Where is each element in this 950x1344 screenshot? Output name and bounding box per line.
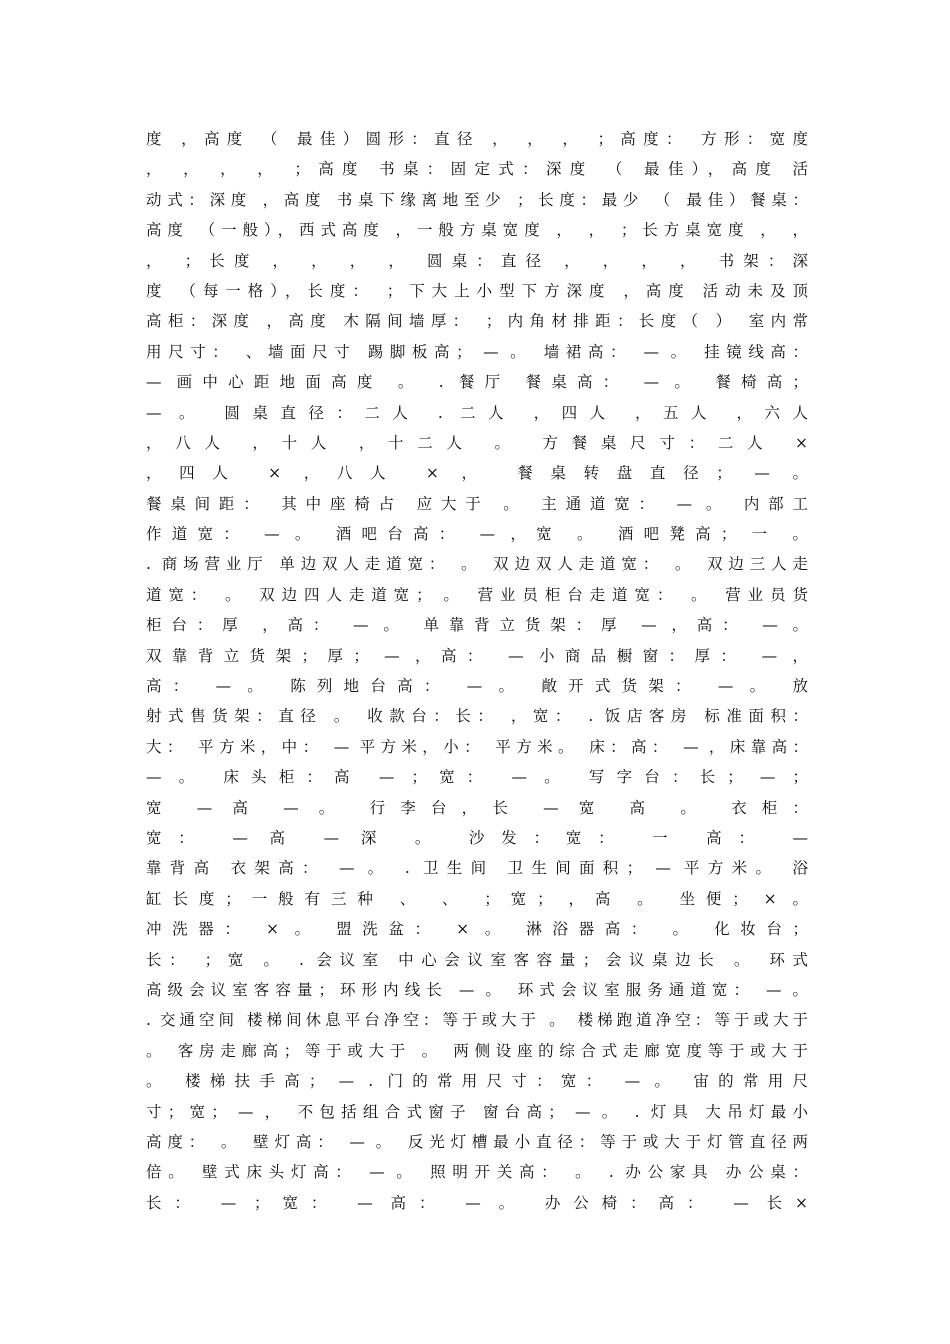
text-line: . 商场营业厅 单边双人走道宽： 。 双边双人走道宽： 。 双边三人走 xyxy=(146,555,808,574)
text-line: 靠背高 衣架高： — 。 . 卫生间 卫生间面积； — 平方米。 浴 xyxy=(146,859,808,878)
text-line: ， ；长度 ， ， ， ， 圆桌：直径 ， ， ， ， 书架：深 xyxy=(146,251,808,270)
text-line: 冲洗器： × 。 盟洗盆： × 。 淋浴器高： 。 化妆台； xyxy=(146,920,808,939)
text-line: ， ， ， ， ；高度 书桌：固定式：深度 （ 最佳），高度 活 xyxy=(146,160,808,179)
text-line: 宽 — 高 — 。 行李台，长 — 宽 高 。 衣柜： xyxy=(146,798,808,817)
text-line: 高度 （一般），西式高度 ，一般方桌宽度 ， ， ；长方桌宽度 ， ， xyxy=(146,221,808,240)
text-line: 高度： 。 壁灯高： — 。 反光灯槽最小直径：等于或大于灯管直径两 xyxy=(146,1132,808,1151)
text-line: 柜台：厚 ，高： — 。 单靠背立货架：厚 — ，高： — 。 xyxy=(146,616,808,635)
text-line: 高柜：深度 ，高度 木隔间墙厚： ；内角材排距：长度（ ） 室内常 xyxy=(146,312,808,331)
text-line: ，八人 ，十人 ，十二人 。 方餐桌尺寸：二人 × xyxy=(146,433,808,452)
text-line: 长： — ；宽： — 高： — 。 办公椅：高： — 长× xyxy=(146,1193,808,1212)
text-line: 倍。 壁式床头灯高： — 。 照明开关高： 。 . 办公家具 办公桌： xyxy=(146,1163,808,1182)
text-line: 道宽： 。 双边四人走道宽； 。 营业员柜台走道宽： 。 营业员货 xyxy=(146,585,808,604)
text-line: 动式：深度 ，高度 书桌下缘离地至少 ；长度：最少 （ 最佳）餐桌： xyxy=(146,190,808,209)
text-line: 长： ；宽 。 . 会议室 中心会议室客容量；会议桌边长 。 环式 xyxy=(146,950,808,969)
body-text xyxy=(146,124,808,1218)
text-line: 双靠背立货架；厚； — ，高： — 小商品橱窗：厚： — ， xyxy=(146,646,808,665)
text-line: . 交通空间 楼梯间休息平台净空：等于或大于 。 楼梯跑道净空：等于或大于 xyxy=(146,1011,808,1030)
text-line: 寸；宽； — ， 不包括组合式窗子 窗台高； — 。 . 灯具 大吊灯最小 xyxy=(146,1102,808,1121)
text-line: 高： — 。 陈列地台高： — 。 敞开式货架： — 。 放 xyxy=(146,677,808,696)
text-line: 用尺寸： 、墙面尺寸 踢脚板高； — 。 墙裙高： — 。 挂镜线高： xyxy=(146,342,808,361)
text-line: 。 客房走廊高；等于或大于 。 两侧设座的综合式走廊宽度等于或大于 xyxy=(146,1041,808,1060)
text-line: — 。 床头柜：高 — ；宽： — 。 写字台：长； — ； xyxy=(146,768,808,787)
text-line: 缸长度；一般有三种 、 、 ；宽； ，高 。 坐便； × 。 xyxy=(146,889,808,908)
text-line: 餐桌间距： 其中座椅占 应大于 。 主通道宽： — 。 内部工 xyxy=(146,494,808,513)
text-line: 作道宽： — 。 酒吧台高： — ，宽 。 酒吧凳高； 一 。 xyxy=(146,525,808,544)
text-line: 射式售货架：直径 。 收款台：长： ，宽： . 饭店客房 标准面积： xyxy=(146,707,808,726)
text-line: 度 ，高度 （ 最佳）圆形：直径 ， ， ， ；高度： 方形：宽度 xyxy=(146,130,808,148)
text-line: — 画中心距地面高度 。 . 餐厅 餐桌高： — 。 餐椅高； xyxy=(146,373,808,392)
text-line: ，四人 × ，八人 × ， 餐桌转盘直径； — 。 xyxy=(146,464,808,483)
text-line: 宽： — 高 — 深 。 沙发：宽： 一 高： — xyxy=(146,828,808,847)
text-line: — 。 圆桌直径：二人 . 二人 ，四人 ，五人 ，六人 xyxy=(146,403,808,422)
text-line: 。 楼梯扶手高； — . 门的常用尺寸：宽： — 。 宙的常用尺 xyxy=(146,1072,808,1091)
text-line: 高级会议室客容量；环形内线长 — 。 环式会议室服务通道宽： — 。 xyxy=(146,980,808,999)
text-line: 度 （每一格），长度： ；下大上小型下方深度 ，高度 活动未及顶 xyxy=(146,281,808,300)
text-line: 大： 平方米，中： — 平方米，小： 平方米。 床：高： — ，床靠高： xyxy=(146,737,808,756)
